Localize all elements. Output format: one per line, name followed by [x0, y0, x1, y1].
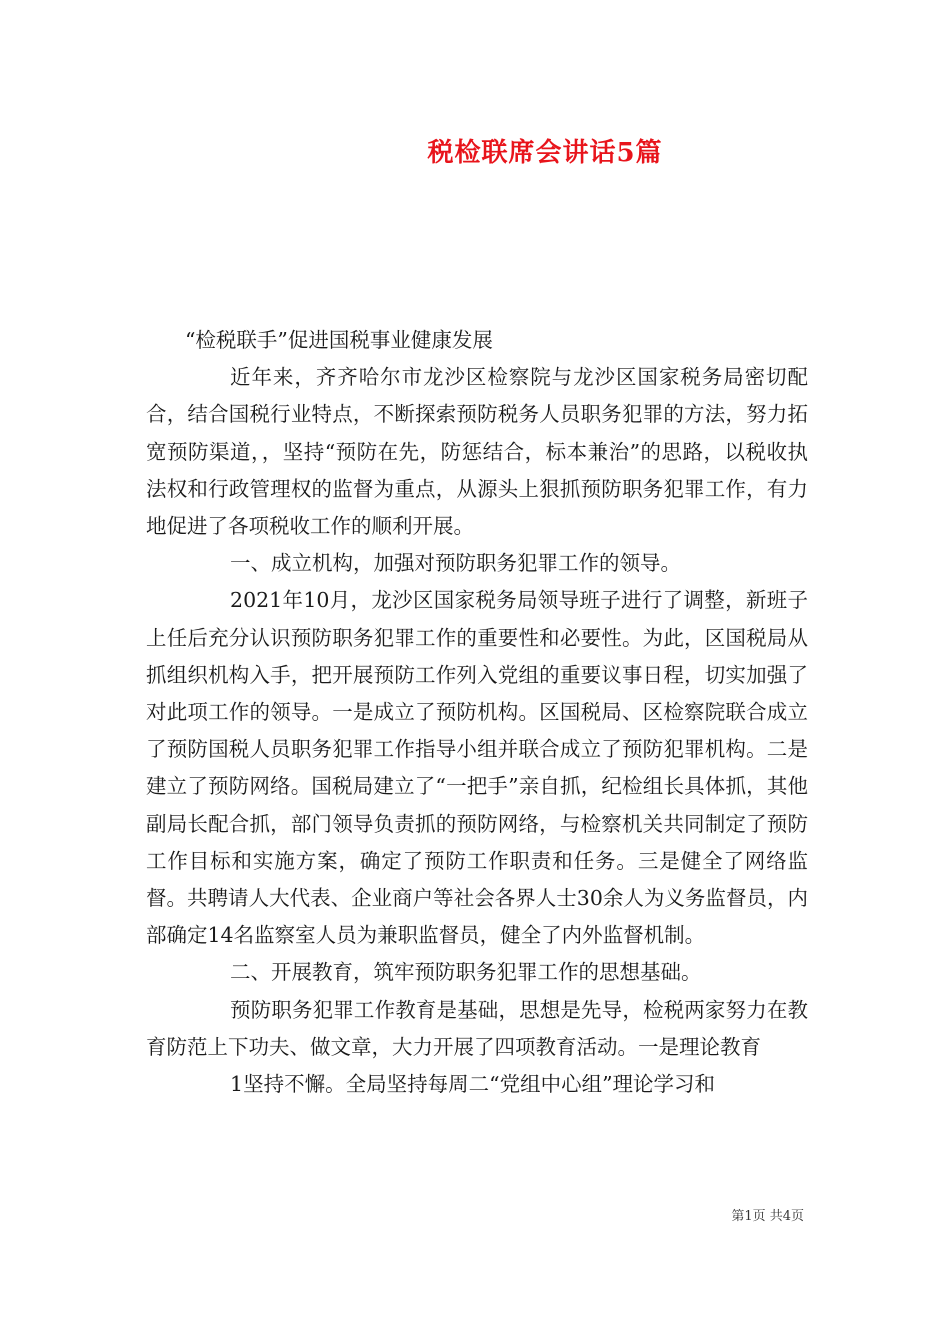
document-title: 税检联席会讲话5篇 [427, 138, 663, 168]
section-heading: 二、开展教育，筑牢预防职务犯罪工作的思想基础。 [230, 960, 702, 985]
body-paragraph: 预防职务犯罪工作教育是基础，思想是先导，检税两家努力在教育防范上下功夫、做文章，大力开展了四项教育活动。一是理论教育 [146, 997, 808, 1059]
subtitle-paragraph: “检税联手”促进国税事业健康发展 [184, 328, 493, 352]
body-paragraph: 2021年10月，龙沙区国家税务局领导班子进行了调整，新班子上任后充分认识预防职务犯罪工作的重要性和必要性。为此，区国税局从抓组织机构入手，把开展预防工作列入党组的重要议事日程，切实加强了对此项工作的领导。一是成立了预防机构。区国税局、区检察院联合成立了预防国税人员职务犯罪工作指导小组并联合成立了预防犯罪机构。二是建立了预防网络。国税局建立了“一把手”亲自抓，纪检组长具体抓，其他副局长配合抓，部门领导负责抓的预防网络，与检察机关共同制定了预防工作目标和实施方案，确定了预防工作职责和任务。三是健全了网络监督。共聘请人大代表、企业商户等社会各界人士30余人为义务监督员，内部确定14名监察室人员为兼职监督员，健全了内外监督机制。 [146, 588, 808, 948]
document-body [146, 322, 808, 1103]
body-paragraph: 1坚持不懈。全局坚持每周二“党组中心组”理论学习和 [230, 1072, 716, 1097]
section-heading: 一、成立机构，加强对预防职务犯罪工作的领导。 [230, 551, 682, 576]
page-number: 第1页 共4页 [731, 1209, 804, 1224]
body-paragraph: 近年来，齐齐哈尔市龙沙区检察院与龙沙区国家税务局密切配合，结合国税行业特点，不断探索预防税务人员职务犯罪的方法，努力拓宽预防渠道，，坚持“预防在先，防惩结合，标本兼治”的思路，以税收执法权和行政管理权的监督为重点，从源头上狠抓预防职务犯罪工作，有力地促进了各项税收工作的顺利开展。 [146, 365, 808, 539]
